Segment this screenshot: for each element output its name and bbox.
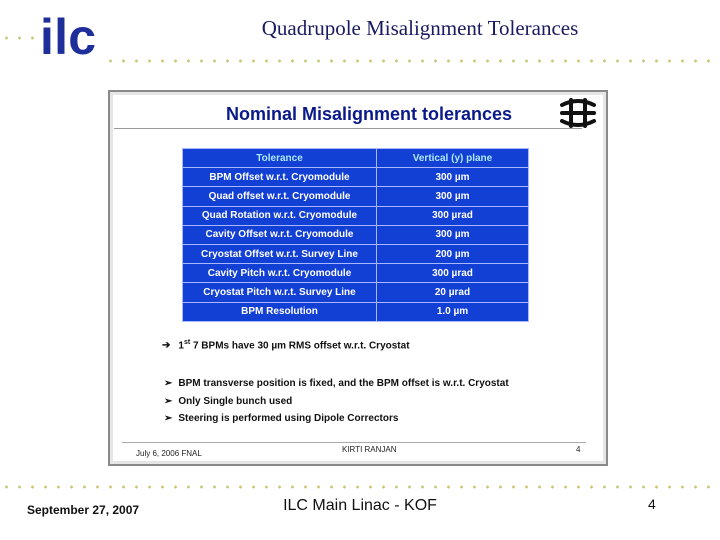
slide-title: Quadrupole Misalignment Tolerances [261, 16, 579, 40]
table-cell: BPM Resolution [183, 302, 377, 321]
table-row [183, 264, 529, 283]
table-cell: 1.0 µm [377, 302, 529, 321]
table-row [183, 225, 529, 244]
table-header-row [183, 149, 529, 168]
list-item [164, 396, 509, 414]
footer-title: ILC Main Linac - KOF [283, 497, 437, 514]
table-row [183, 206, 529, 225]
bpm-offset-note [162, 339, 410, 351]
note-text-rest: 7 BPMs have 30 µm RMS offset w.r.t. Cryostat [190, 340, 410, 352]
table-row [183, 187, 529, 206]
note-superscript: st [183, 339, 191, 346]
table-cell: Cryostat Offset w.r.t. Survey Line [183, 244, 377, 263]
list-item-text: Only Single bunch used [178, 395, 293, 407]
table-row [183, 283, 529, 302]
table-cell: Quad offset w.r.t. Cryomodule [183, 187, 377, 206]
ilc-logo-text: ilc [40, 10, 96, 62]
fermilab-logo-icon [558, 96, 598, 130]
embedded-slide [108, 90, 608, 466]
table-row [183, 244, 529, 263]
embedded-footer-rule [122, 442, 586, 443]
bullet-arrow-icon: ➢ [164, 395, 173, 407]
decorative-dots-bottom [0, 485, 720, 489]
table-cell: 300 µrad [377, 206, 529, 225]
table-cell: Quad Rotation w.r.t. Cryomodule [183, 206, 377, 225]
decorative-dots-left [0, 36, 40, 40]
embedded-footer-page: 4 [576, 445, 581, 454]
table-cell: Cavity Pitch w.r.t. Cryomodule [183, 264, 377, 283]
list-item-text: Steering is performed using Dipole Correctors [178, 413, 399, 424]
table-cell: Cryostat Pitch w.r.t. Survey Line [183, 283, 377, 302]
tolerance-table [182, 148, 529, 322]
table-header-vertical-plane: Vertical (y) plane [377, 149, 529, 168]
arrow-icon: ➔ [162, 340, 171, 352]
list-item [164, 413, 509, 431]
table-row [183, 302, 529, 321]
table-header-tolerance: Tolerance [183, 149, 377, 168]
table-cell: 200 µm [377, 244, 529, 263]
list-item [164, 378, 509, 396]
embedded-title-rule [114, 128, 582, 129]
table-cell: 300 µm [377, 187, 529, 206]
footer-date: September 27, 2007 [27, 503, 140, 517]
table-row [183, 168, 529, 187]
embedded-footer-author: KIRTI RANJAN [342, 445, 397, 454]
embedded-footer-date: July 6, 2006 FNAL [136, 449, 202, 458]
footer-page-number: 4 [648, 496, 656, 512]
embedded-slide-title: Nominal Misalignment tolerances [226, 104, 513, 124]
table-cell: Cavity Offset w.r.t. Cryomodule [183, 225, 377, 244]
list-item-text: BPM transverse position is fixed, and the BPM offset is w.r.t. Cryostat [178, 378, 509, 389]
table-cell: 300 µrad [377, 264, 529, 283]
decorative-dots-top [104, 59, 720, 63]
table-cell: BPM Offset w.r.t. Cryomodule [183, 168, 377, 187]
assumption-list [164, 378, 509, 431]
table-cell: 300 µm [377, 225, 529, 244]
ilc-logo [38, 10, 100, 62]
bullet-arrow-icon: ➢ [164, 413, 173, 424]
table-cell: 20 µrad [377, 283, 529, 302]
table-cell: 300 µm [377, 168, 529, 187]
note-text-start: 1 [178, 340, 184, 352]
bullet-arrow-icon: ➢ [164, 378, 173, 389]
